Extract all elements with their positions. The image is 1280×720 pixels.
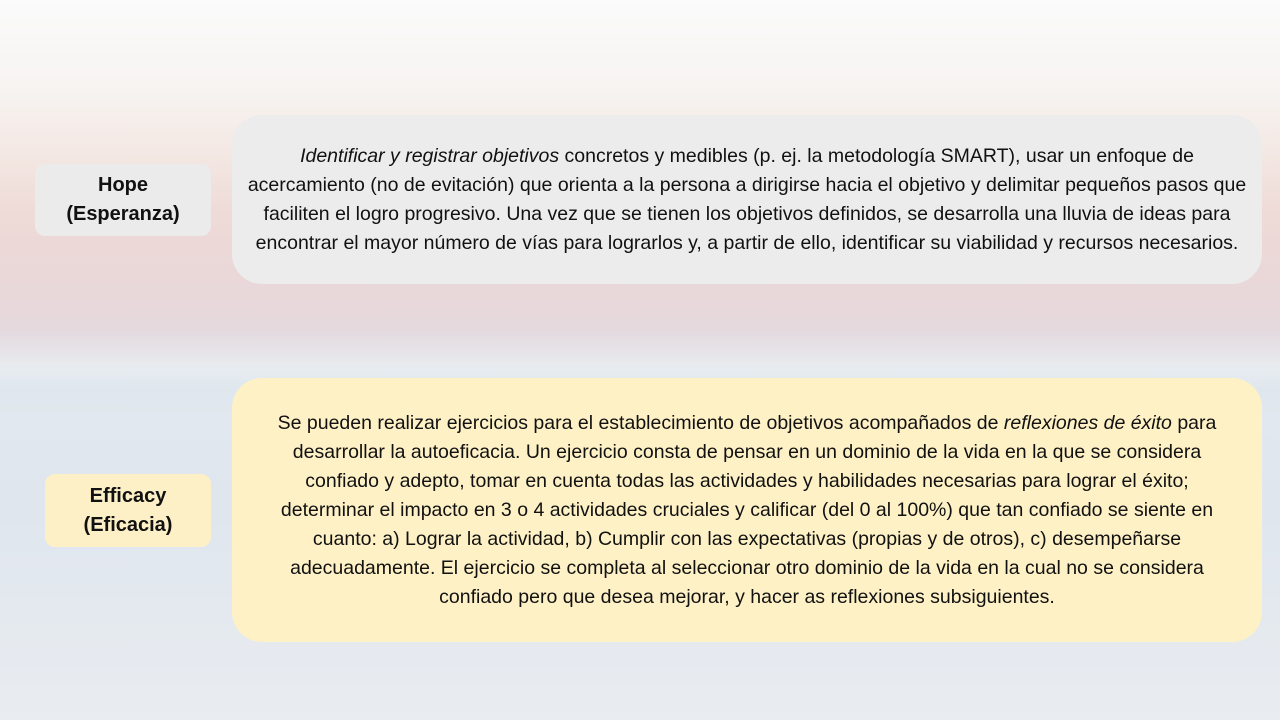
efficacy-description-box bbox=[232, 378, 1262, 642]
hope-description-box bbox=[232, 115, 1262, 284]
efficacy-description-start: Se pueden realizar ejercicios para el establecimiento de objetivos acompañados de bbox=[277, 411, 1004, 434]
hope-label-box bbox=[35, 164, 211, 236]
hope-label-title: Hope bbox=[98, 174, 148, 196]
efficacy-label-box bbox=[45, 474, 211, 547]
hope-description bbox=[246, 142, 1248, 258]
efficacy-description bbox=[268, 409, 1226, 612]
efficacy-description-text: para desarrollar la autoeficacia. Un ejercicio consta de pensar en un dominio de la vida en la que se considera confiado y adepto, tomar en cuenta todas las actividades y habilidades necesarias para lograr el éxito; determinar el impacto en 3 o 4 actividades cruciales y calificar (del 0 al 100%) que tan confiado se siente en cuanto: a) Lograr la actividad, b) Cumplir con las expectativas (propias y de otros), c) desempeñarse adecuadamente. El ejercicio se completa al seleccionar otro dominio de la vida en la cual no se considera confiado pero que desea mejorar, y hacer as reflexiones subsiguientes. bbox=[280, 411, 1217, 608]
efficacy-label-title: Efficacy bbox=[89, 484, 167, 507]
efficacy-description-emphasis: reflexiones de éxito bbox=[1003, 411, 1172, 434]
hope-label-subtitle: (Esperanza) bbox=[66, 203, 180, 225]
hope-description-emphasis: Identificar y registrar objetivos bbox=[300, 144, 560, 167]
efficacy-label-subtitle: (Eficacia) bbox=[83, 513, 173, 536]
hope-description-text: concretos y medibles (p. ej. la metodología SMART), usar un enfoque de acercamiento (no de evitación) que orienta a la persona a dirigirse hacia el objetivo y delimitar pequeños pasos que faciliten el logro progresivo. Una vez que se tienen los objetivos definidos, se desarrolla una lluvia de ideas para encontrar el mayor número de vías para lograrlos y, a partir de ello, identificar su viabilidad y recursos necesarios. bbox=[247, 144, 1247, 254]
